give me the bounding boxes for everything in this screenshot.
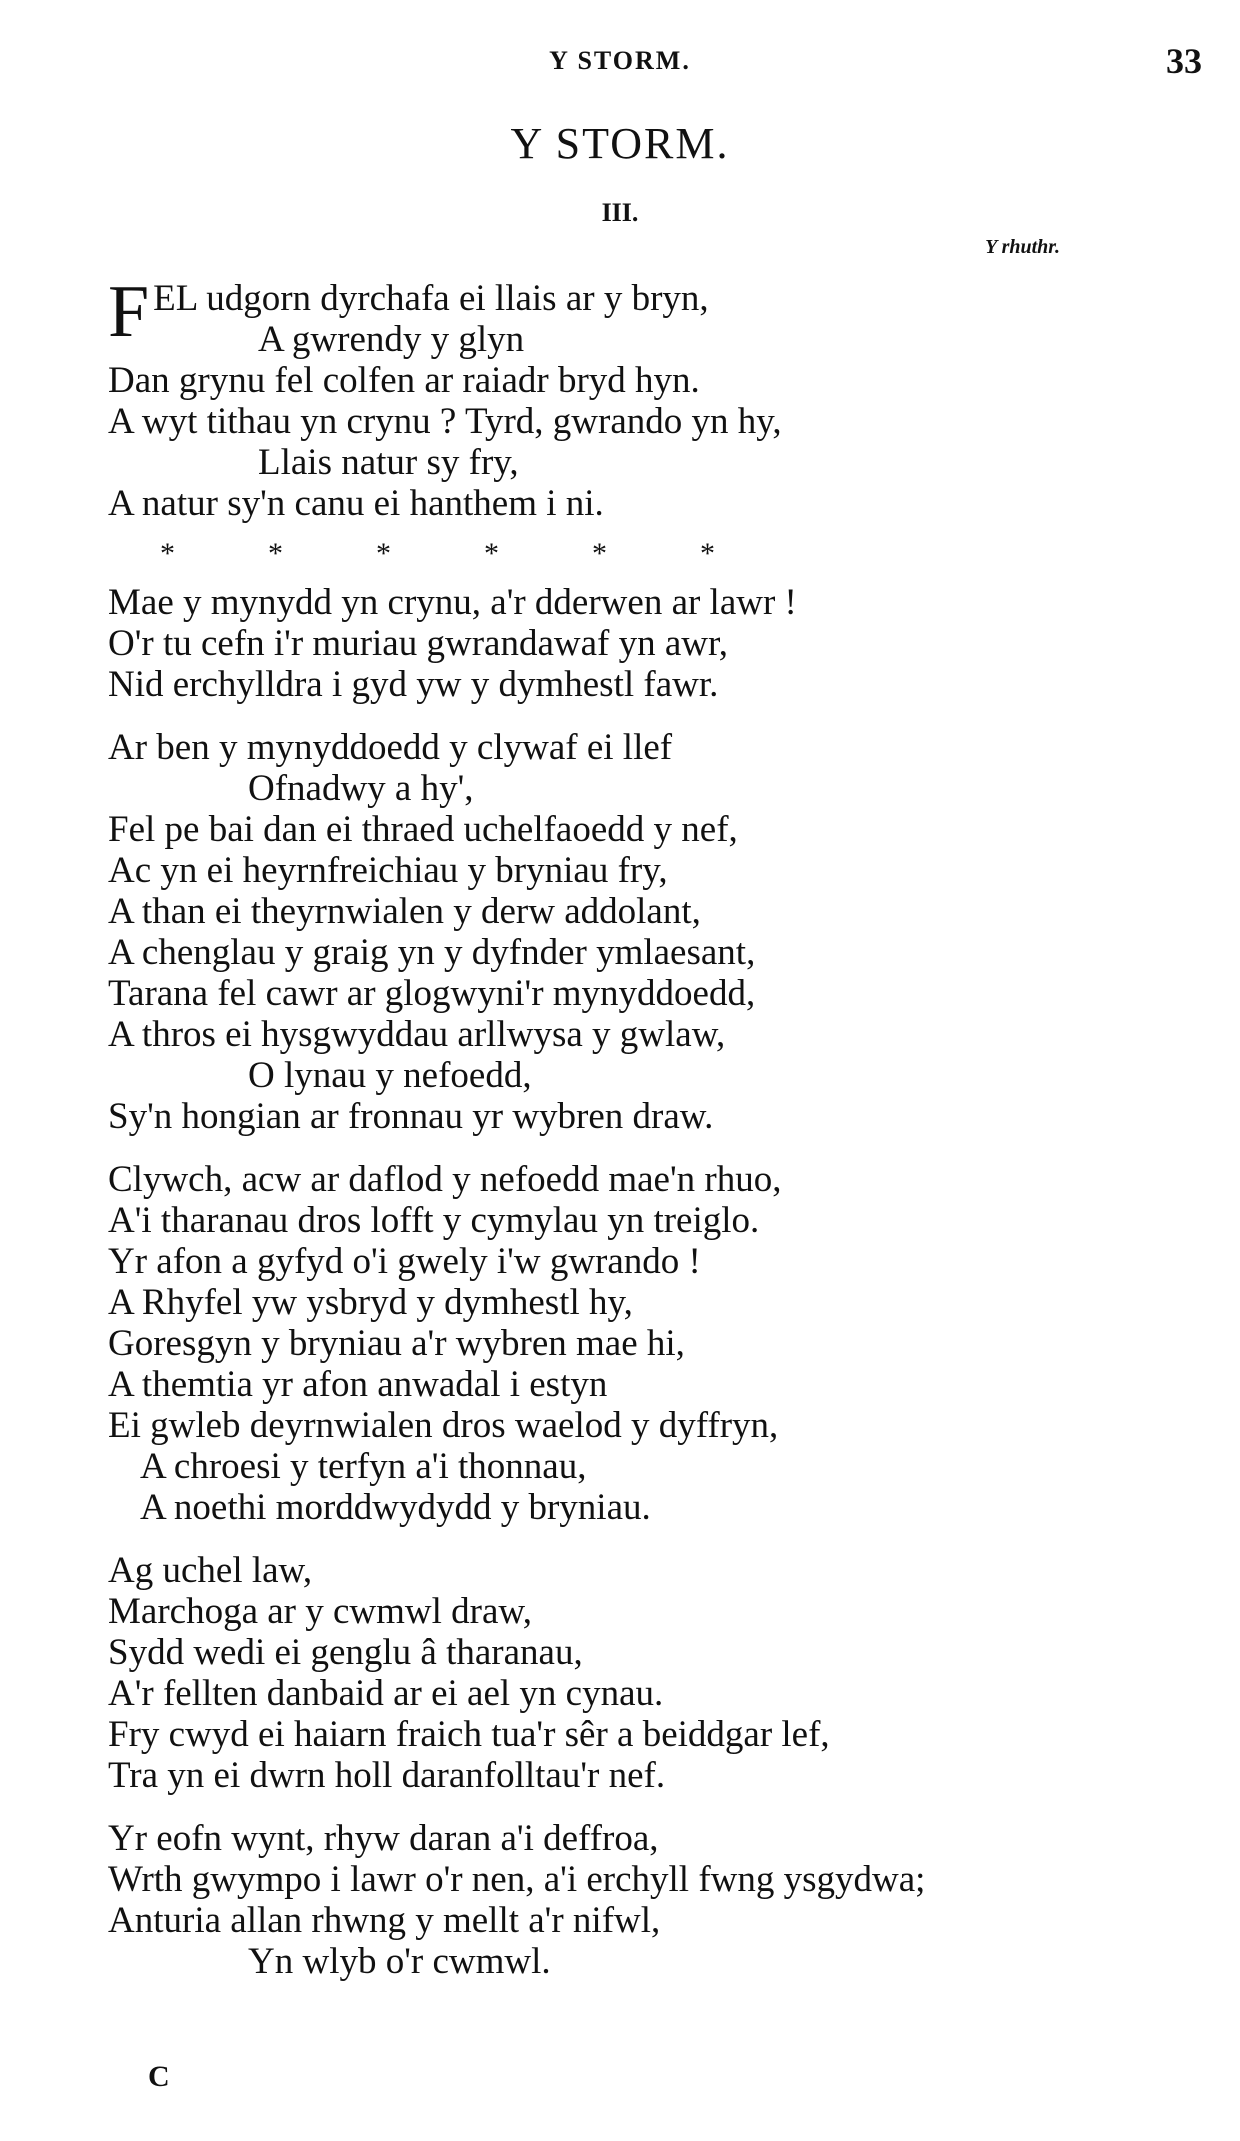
poem-line: A gwrendy y glyn [258, 319, 525, 360]
poem-title: Y STORM. [510, 119, 730, 168]
poem-line: Sydd wedi ei genglu â tharanau, [108, 1632, 583, 1673]
poem-line: Yr afon a gyfyd o'i gwely i'w gwrando ! [108, 1241, 701, 1282]
poem-line: Tra yn ei dwrn holl daranfolltau'r nef. [108, 1755, 666, 1796]
separator-star: * [268, 536, 283, 570]
poem-line: Ofnadwy a hy', [248, 768, 474, 809]
poem-line: Dan grynu fel colfen ar raiadr bryd hyn. [108, 360, 700, 401]
poem-line: Tarana fel cawr ar glogwyni'r mynyddoedd, [108, 973, 756, 1014]
poem-line: A natur sy'n canu ei hanthem i ni. [108, 483, 604, 524]
poem-line: Yr eofn wynt, rhyw daran a'i deffroa, [108, 1818, 659, 1859]
poem-line: Ag uchel law, [108, 1550, 313, 1591]
stanza-3 [108, 727, 1228, 1137]
poem-line: Fry cwyd ei haiarn fraich tua'r sêr a beiddgar lef, [108, 1714, 830, 1755]
drop-cap: F [108, 271, 150, 353]
poem-line: FEL udgorn dyrchafa ei llais ar y bryn, [108, 271, 709, 353]
separator-star: * [484, 536, 499, 570]
separator-star: * [592, 536, 607, 570]
poem-line: Fel pe bai dan ei thraed uchelfaoedd y nef, [108, 809, 738, 850]
poem-body [108, 271, 1228, 1982]
poem-line: A wyt tithau yn crynu ? Tyrd, gwrando yn hy, [108, 401, 782, 442]
poem-line: Ar ben y mynyddoedd y clywaf ei llef [108, 727, 673, 768]
poem-line: A'i tharanau dros lofft y cymylau yn treiglo. [108, 1200, 760, 1241]
section-number: III. [601, 198, 639, 227]
section-separator [108, 524, 1228, 582]
poem-line: Wrth gwympo i lawr o'r nen, a'i erchyll fwng ysgydwa; [108, 1859, 926, 1900]
stanza-6 [108, 1818, 1228, 1982]
separator-star: * [376, 536, 391, 570]
poem-line: O lynau y nefoedd, [248, 1055, 532, 1096]
poem-line: Marchoga ar y cwmwl draw, [108, 1591, 532, 1632]
poem-line: A themtia yr afon anwadal i estyn [108, 1364, 608, 1405]
poem-line: A chroesi y terfyn a'i thonnau, [140, 1446, 587, 1487]
poem-line: Nid erchylldra i gyd yw y dymhestl fawr. [108, 664, 719, 705]
poem-line: A chenglau y graig yn y dyfnder ymlaesant, [108, 932, 756, 973]
poem-line: Yn wlyb o'r cwmwl. [248, 1941, 551, 1982]
separator-star: * [160, 536, 175, 570]
stanza-2 [108, 582, 1228, 705]
poem-line: A Rhyfel yw ysbryd y dymhestl hy, [108, 1282, 633, 1323]
poem-line: Ac yn ei heyrnfreichiau y bryniau fry, [108, 850, 668, 891]
poem-line: A noethi morddwydydd y bryniau. [140, 1487, 651, 1528]
poem-line: A thros ei hysgwyddau arllwysa y gwlaw, [108, 1014, 726, 1055]
stanza-5 [108, 1550, 1228, 1796]
meter-note: Y rhuthr. [985, 236, 1060, 258]
stanza-1 [108, 271, 1228, 524]
poem-line: Sy'n hongian ar fronnau yr wybren draw. [108, 1096, 714, 1137]
running-title: Y STORM. [549, 46, 691, 75]
poem-line: Goresgyn y bryniau a'r wybren mae hi, [108, 1323, 685, 1364]
poem-line: Llais natur sy fry, [258, 442, 519, 483]
poem-line: O'r tu cefn i'r muriau gwrandawaf yn awr, [108, 623, 729, 664]
poem-line: Clywch, acw ar daflod y nefoedd mae'n rhuo, [108, 1159, 782, 1200]
separator-star: * [700, 536, 715, 570]
poem-line: Anturia allan rhwng y mellt a'r nifwl, [108, 1900, 661, 1941]
poem-line: Mae y mynydd yn crynu, a'r dderwen ar lawr ! [108, 582, 797, 623]
poem-line: A than ei theyrnwialen y derw addolant, [108, 891, 701, 932]
poem-line: A'r fellten danbaid ar ei ael yn cynau. [108, 1673, 664, 1714]
poem-line: Ei gwleb deyrnwialen dros waelod y dyffryn, [108, 1405, 779, 1446]
signature-mark: C [148, 2060, 170, 2093]
page-number: 33 [1166, 41, 1202, 81]
stanza-4 [108, 1159, 1228, 1528]
